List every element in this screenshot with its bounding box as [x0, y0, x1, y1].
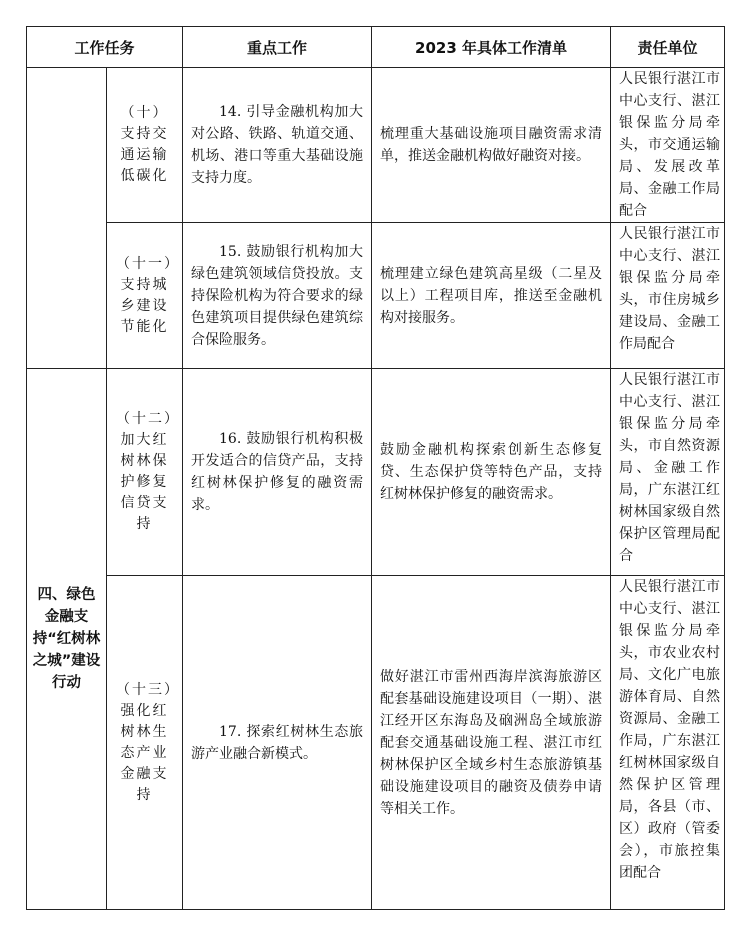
work-list-cell: 鼓励金融机构探索创新生态修复贷、生态保护贷等特色产品，支持红树林保护修复的融资需求。: [372, 369, 611, 576]
work-list-cell: 梳理重大基础设施项目融资需求清单，推送金融机构做好融资对接。: [372, 68, 611, 223]
subtask-cell: （十二）加大红树林保护修复信贷支持: [107, 369, 183, 576]
table-row: [27, 369, 725, 576]
header-responsible-unit: 责任单位: [611, 27, 725, 68]
work-list-cell: 做好湛江市雷州西海岸滨海旅游区配套基础设施建设项目（一期）、湛江经开区东海岛及硇洲岛全域旅游配套交通基础设施工程、湛江市红树林保护区全域乡村生态旅游镇基础设施建设项目的融资及债券申请等相关工作。: [372, 576, 611, 910]
table-row: [27, 68, 725, 223]
key-work-cell: 16. 鼓励银行机构积极开发适合的信贷产品，支持红树林保护修复的融资需求。: [183, 369, 372, 576]
work-list-cell: 梳理建立绿色建筑高星级（二星及以上）工程项目库，推送至金融机构对接服务。: [372, 223, 611, 369]
header-work-list: 2023 年具体工作清单: [372, 27, 611, 68]
key-work-cell: 14. 引导金融机构加大对公路、铁路、轨道交通、机场、港口等重大基础设施支持力度。: [183, 68, 372, 223]
task-cell: 四、绿色金融支持“红树林之城”建设行动: [27, 369, 107, 910]
subtask-cell: （十）支持交通运输低碳化: [107, 68, 183, 223]
header-row: [27, 27, 725, 68]
key-work-cell: 15. 鼓励银行机构加大绿色建筑领域信贷投放。支持保险机构为符合要求的绿色建筑项目提供绿色建筑综合保险服务。: [183, 223, 372, 369]
subtask-cell: （十一）支持城乡建设节能化: [107, 223, 183, 369]
subtask-cell: （十三）强化红树林生态产业金融支持: [107, 576, 183, 910]
responsible-unit-cell: 人民银行湛江市中心支行、湛江银保监分局牵头，市自然资源局、金融工作局，广东湛江红树林国家级自然保护区管理局配合: [611, 369, 725, 576]
responsible-unit-cell: 人民银行湛江市中心支行、湛江银保监分局牵头，市住房城乡建设局、金融工作局配合: [611, 223, 725, 369]
responsible-unit-cell: 人民银行湛江市中心支行、湛江银保监分局牵头，市交通运输局、发展改革局、金融工作局配合: [611, 68, 725, 223]
table-row: [27, 576, 725, 910]
table-row: [27, 223, 725, 369]
header-key-work: 重点工作: [183, 27, 372, 68]
task-table: [26, 26, 725, 910]
responsible-unit-cell: 人民银行湛江市中心支行、湛江银保监分局牵头，市农业农村局、文化广电旅游体育局、自然资源局、金融工作局，广东湛江红树林国家级自然保护区管理局，各县（市、区）政府（管委会），市旅控集团配合: [611, 576, 725, 910]
key-work-cell: 17. 探索红树林生态旅游产业融合新模式。: [183, 576, 372, 910]
task-cell-empty: [27, 68, 107, 369]
header-task: 工作任务: [27, 27, 183, 68]
task-table-page: [26, 26, 724, 910]
